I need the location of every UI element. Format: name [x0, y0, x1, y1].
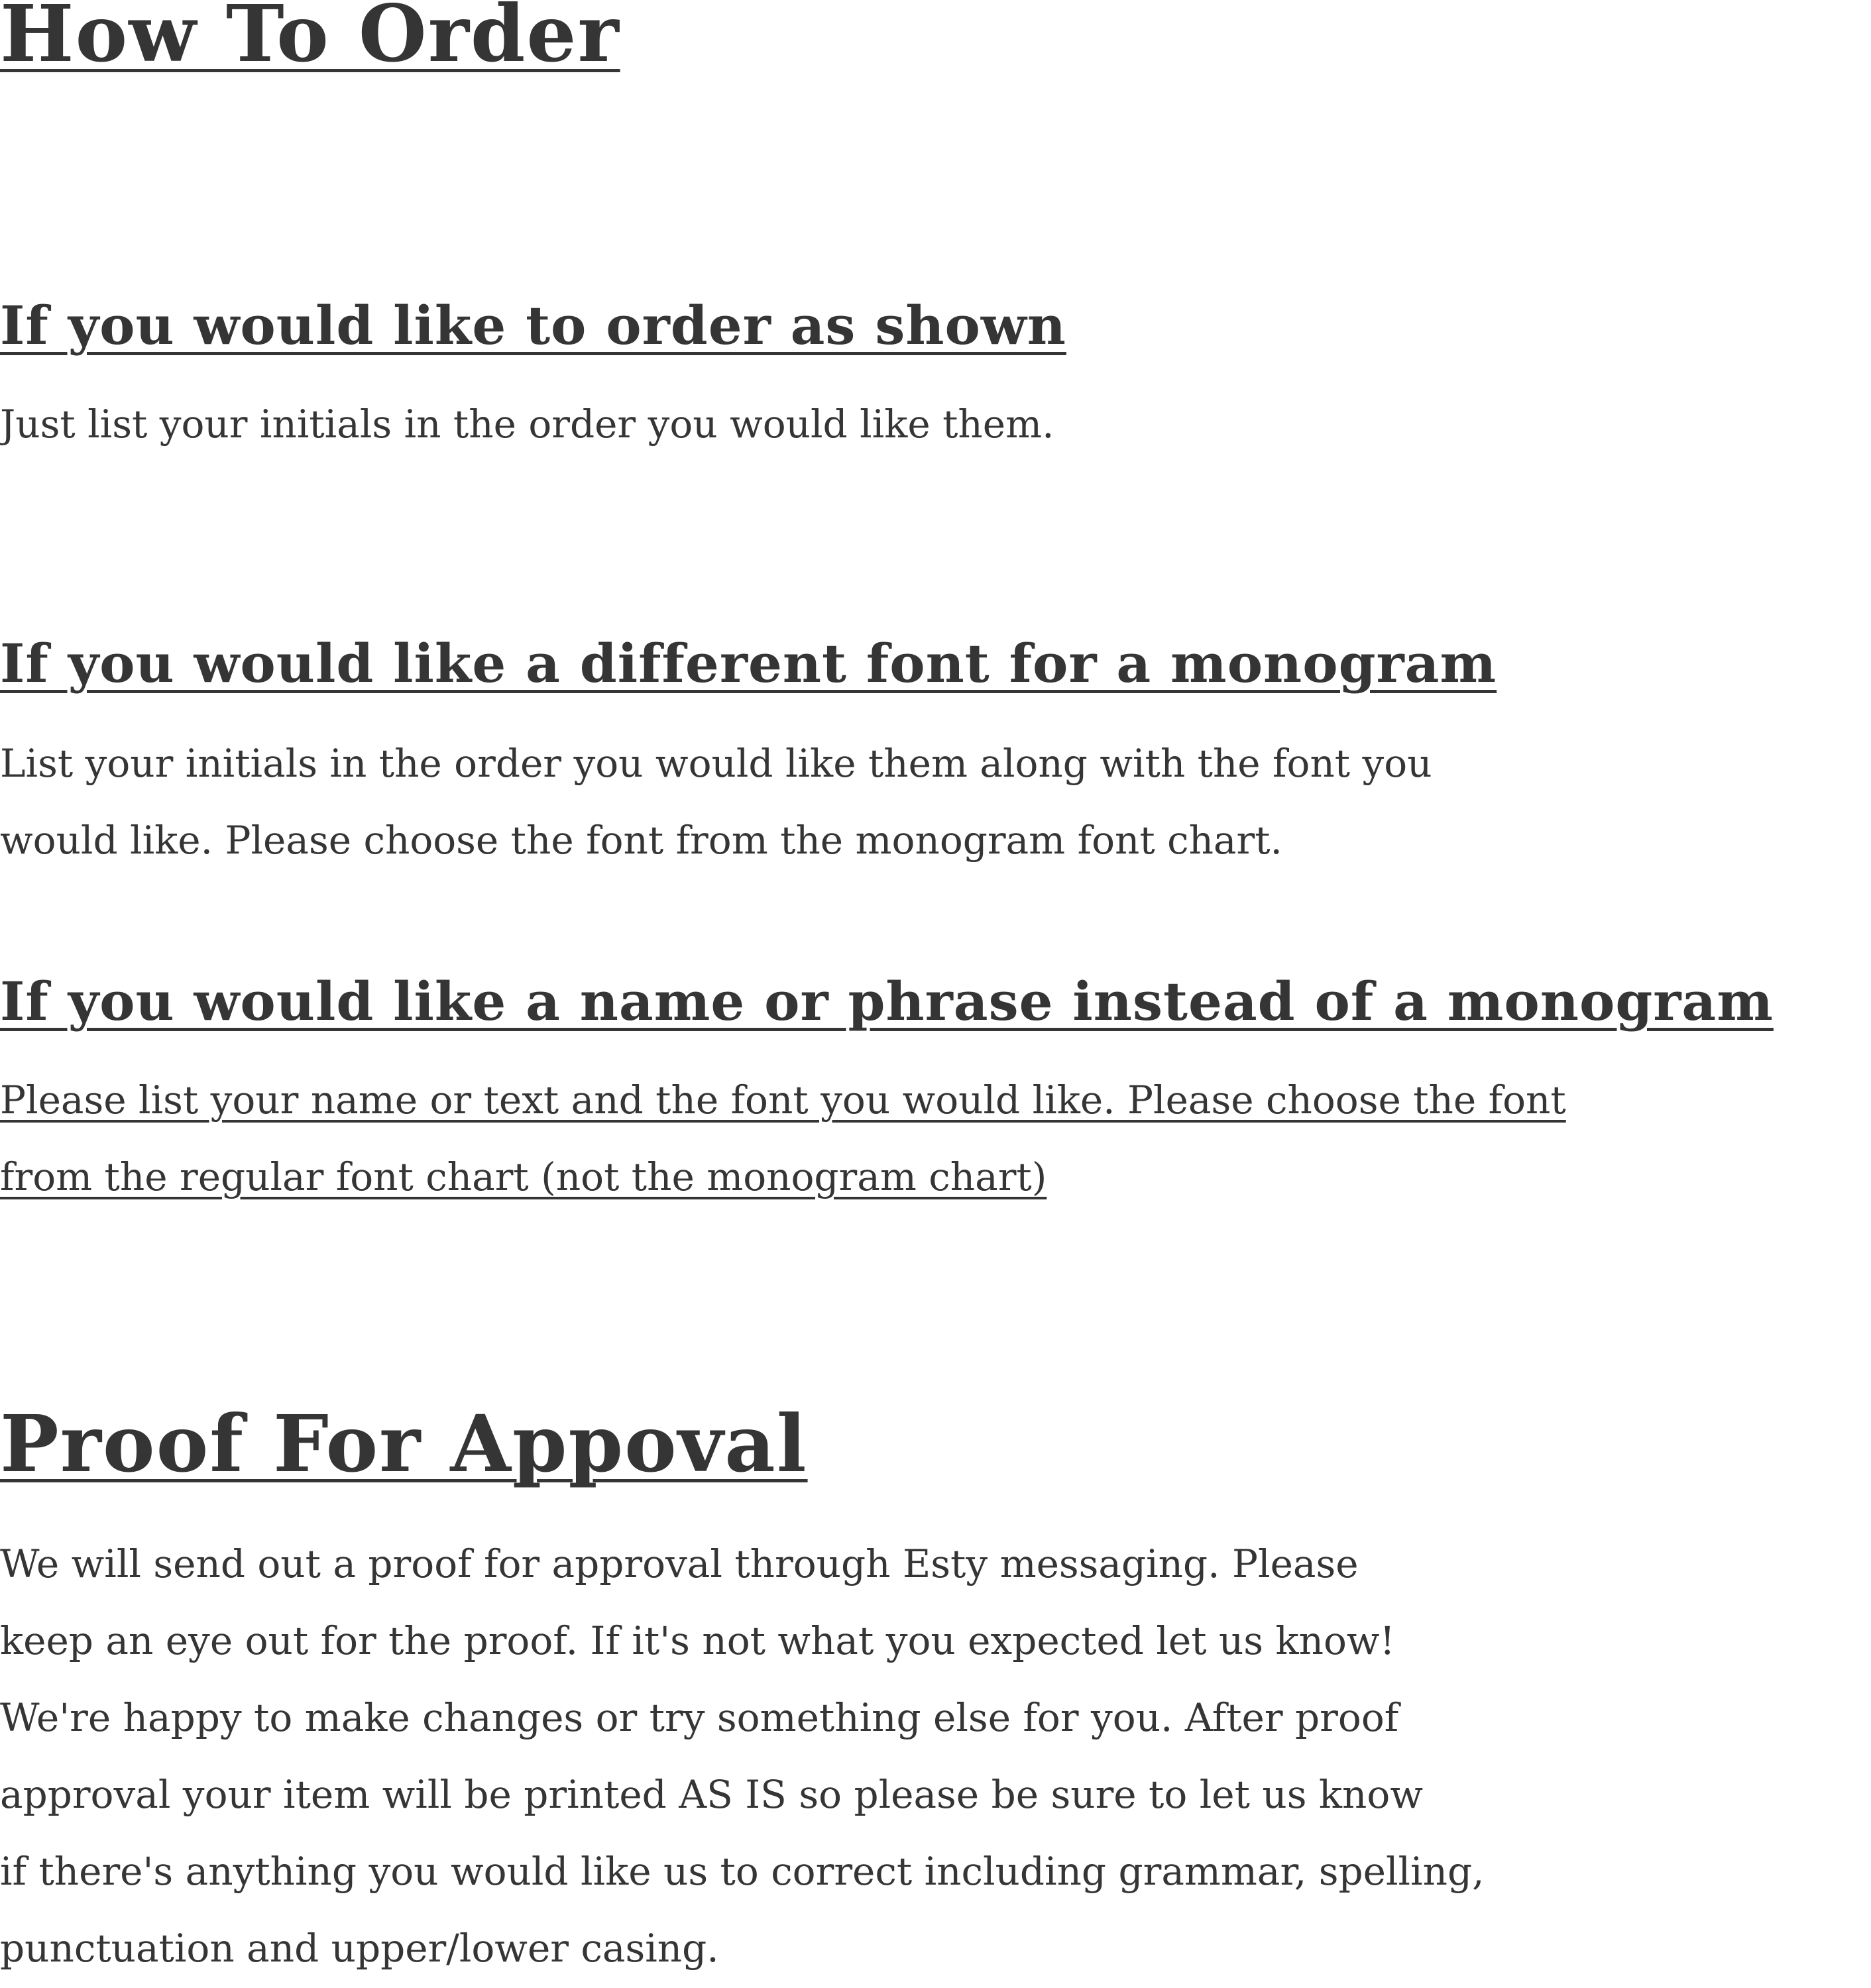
- section-heading-order-as-shown: If you would like to order as shown: [0, 294, 1066, 357]
- text-line: if there's anything you would like us to correct including grammar, spelling,: [0, 1849, 1485, 1894]
- how-to-order-title: How To Order: [0, 0, 620, 80]
- text-line: List your initials in the order you would like them along with the font you: [0, 741, 1432, 786]
- text-line: would like. Please choose the font from the monogram font chart.: [0, 818, 1282, 863]
- proof-for-approval-title: Proof For Appoval: [0, 1398, 808, 1490]
- text-line: punctuation and upper/lower casing.: [0, 1926, 719, 1971]
- text-line: We're happy to make changes or try something else for you. After proof: [0, 1695, 1399, 1740]
- text-line: keep an eye out for the proof. If it's not what you expected let us know!: [0, 1618, 1395, 1663]
- text-line: Please list your name or text and the font you would like. Please choose the font: [0, 1077, 1566, 1123]
- proof-for-approval-text: [0, 1525, 1485, 1987]
- text-line: Just list your initials in the order you would like them.: [0, 402, 1054, 447]
- section-heading-different-font: If you would like a different font for a monogram: [0, 632, 1497, 694]
- text-line: from the regular font chart (not the monogram chart): [0, 1154, 1047, 1199]
- section-text-different-font: [0, 725, 1432, 879]
- text-line: We will send out a proof for approval through Esty messaging. Please: [0, 1541, 1359, 1586]
- section-text-order-as-shown: [0, 386, 1054, 463]
- section-text-name-or-phrase: [0, 1062, 1566, 1215]
- text-line: approval your item will be printed AS IS so please be sure to let us know: [0, 1772, 1423, 1817]
- section-heading-name-or-phrase: If you would like a name or phrase instead of a monogram: [0, 970, 1774, 1032]
